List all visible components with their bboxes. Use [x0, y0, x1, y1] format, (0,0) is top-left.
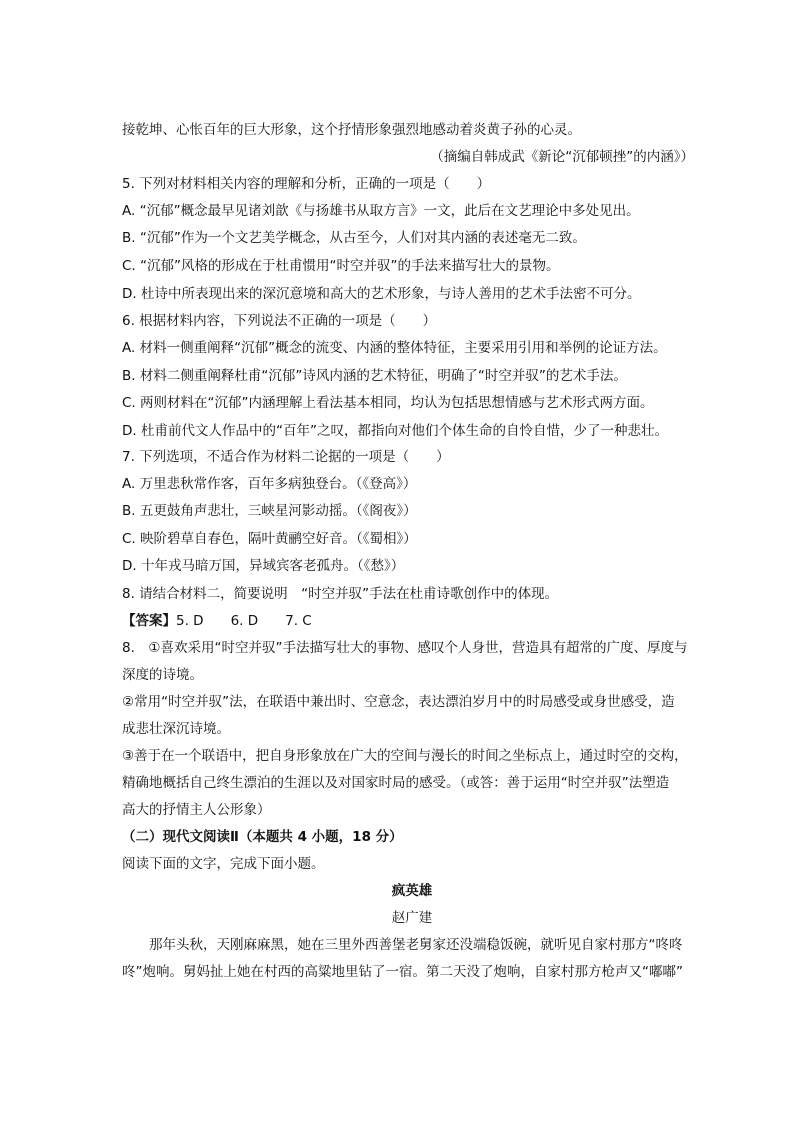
- question-7-option-d: D. 十年戎马暗万国，异域宾客老孤舟。（《愁》）: [122, 558, 405, 574]
- story-title: 疯英雄: [391, 883, 433, 899]
- answer-8-point-1-cont: 深度的诗境。: [122, 667, 203, 683]
- answer-8-point-3: ③善于在一个联语中，把自身形象放在广大的空间与漫长的时间之坐标点上，通过时空的交构，: [122, 748, 688, 764]
- text-line: 接乾坤、心怅百年的巨大形象，这个抒情形象强烈地感动着炎黄子孙的心灵。: [122, 122, 581, 138]
- story-paragraph-cont: 咚”炮响。舅妈扯上她在村西的高粱地里钻了一宿。第二天没了炮响，自家村那方枪声又“嘟嘟”: [122, 964, 683, 980]
- question-6-option-b: B. 材料二侧重阐释杜甫“沉郁”诗风内涵的艺术特征，明确了“时空并驭”的艺术手法。: [122, 368, 627, 384]
- question-5: 5. 下列对材料相关内容的理解和分析，正确的一项是（ ）: [122, 176, 491, 192]
- reading-instruction: 阅读下面的文字，完成下面小题。: [122, 856, 325, 872]
- answer-line: [122, 611, 702, 631]
- source-citation: （摘编自韩成武《新论“沉郁顿挫”的内涵》）: [430, 149, 694, 165]
- section-heading: （二）现代文阅读Ⅱ（本题共 4 小题，18 分）: [122, 829, 403, 845]
- answer-values: 5. D 6. D 7. C: [176, 613, 312, 629]
- answer-8-point-3-end: 高大的抒情主人公形象）: [122, 802, 271, 818]
- question-5-option-c: C. “沉郁”风格的形成在于杜甫惯用“时空并驭”的手法来描写壮大的景物。: [122, 258, 560, 274]
- question-7: 7. 下列选项，不适合作为材料二论据的一项是（ ）: [122, 449, 450, 465]
- question-6-option-c: C. 两则材料在“沉郁”内涵理解上看法基本相同，均认为包括思想情感与艺术形式两方面。: [122, 395, 654, 411]
- question-5-option-d: D. 杜诗中所表现出来的深沉意境和高大的艺术形象，与诗人善用的艺术手法密不可分。: [122, 286, 641, 302]
- story-author: 赵广建: [391, 910, 433, 926]
- question-6: 6. 根据材料内容，下列说法不正确的一项是（ ）: [122, 313, 437, 329]
- question-8: 8. 请结合材料二，简要说明 “时空并驭”手法在杜甫诗歌创作中的体现。: [122, 586, 559, 602]
- question-5-option-a: A. “沉郁”概念最早见诸刘歆《与扬雄书从取方言》一文，此后在文艺理论中多处见出。: [122, 203, 640, 219]
- question-5-option-b: B. “沉郁”作为一个文艺美学概念，从古至今，人们对其内涵的表述毫无二致。: [122, 230, 586, 246]
- question-7-option-c: C. 映阶碧草自春色，隔叶黄鹂空好音。（《蜀相》）: [122, 531, 417, 547]
- question-7-option-a: A. 万里悲秋常作客，百年多病独登台。（《登高》）: [122, 476, 417, 492]
- answer-tag: 【答案】: [122, 613, 176, 629]
- question-7-option-b: B. 五更鼓角声悲壮，三峡星河影动摇。（《阁夜》）: [122, 503, 417, 519]
- answer-8-point-1: 8. ①喜欢采用“时空并驭”手法描写壮大的事物、感叹个人身世，营造具有超常的广度、厚度与: [122, 640, 688, 656]
- answer-8-point-2-cont: 成悲壮深沉诗境。: [122, 721, 230, 737]
- answer-8-point-3-cont: 精确地概括自己终生漂泊的生涯以及对国家时局的感受。（或答：善于运用“时空并驭”法塑造: [122, 775, 670, 791]
- answer-8-point-2: ②常用“时空并驭”法，在联语中兼出时、空意念，表达漂泊岁月中的时局感受或身世感受，造: [122, 694, 675, 710]
- question-6-option-a: A. 材料一侧重阐释“沉郁”概念的流变、内涵的整体特征，主要采用引用和举例的论证方法。: [122, 340, 667, 356]
- question-6-option-d: D. 杜甫前代文人作品中的“百年”之叹，都指向对他们个体生命的自怜自惜，少了一种悲壮。: [122, 423, 668, 439]
- story-paragraph: 那年头秋，天刚麻麻黑，她在三里外西善堡老舅家还没端稳饭碗，就听见自家村那方“咚咚: [149, 937, 683, 953]
